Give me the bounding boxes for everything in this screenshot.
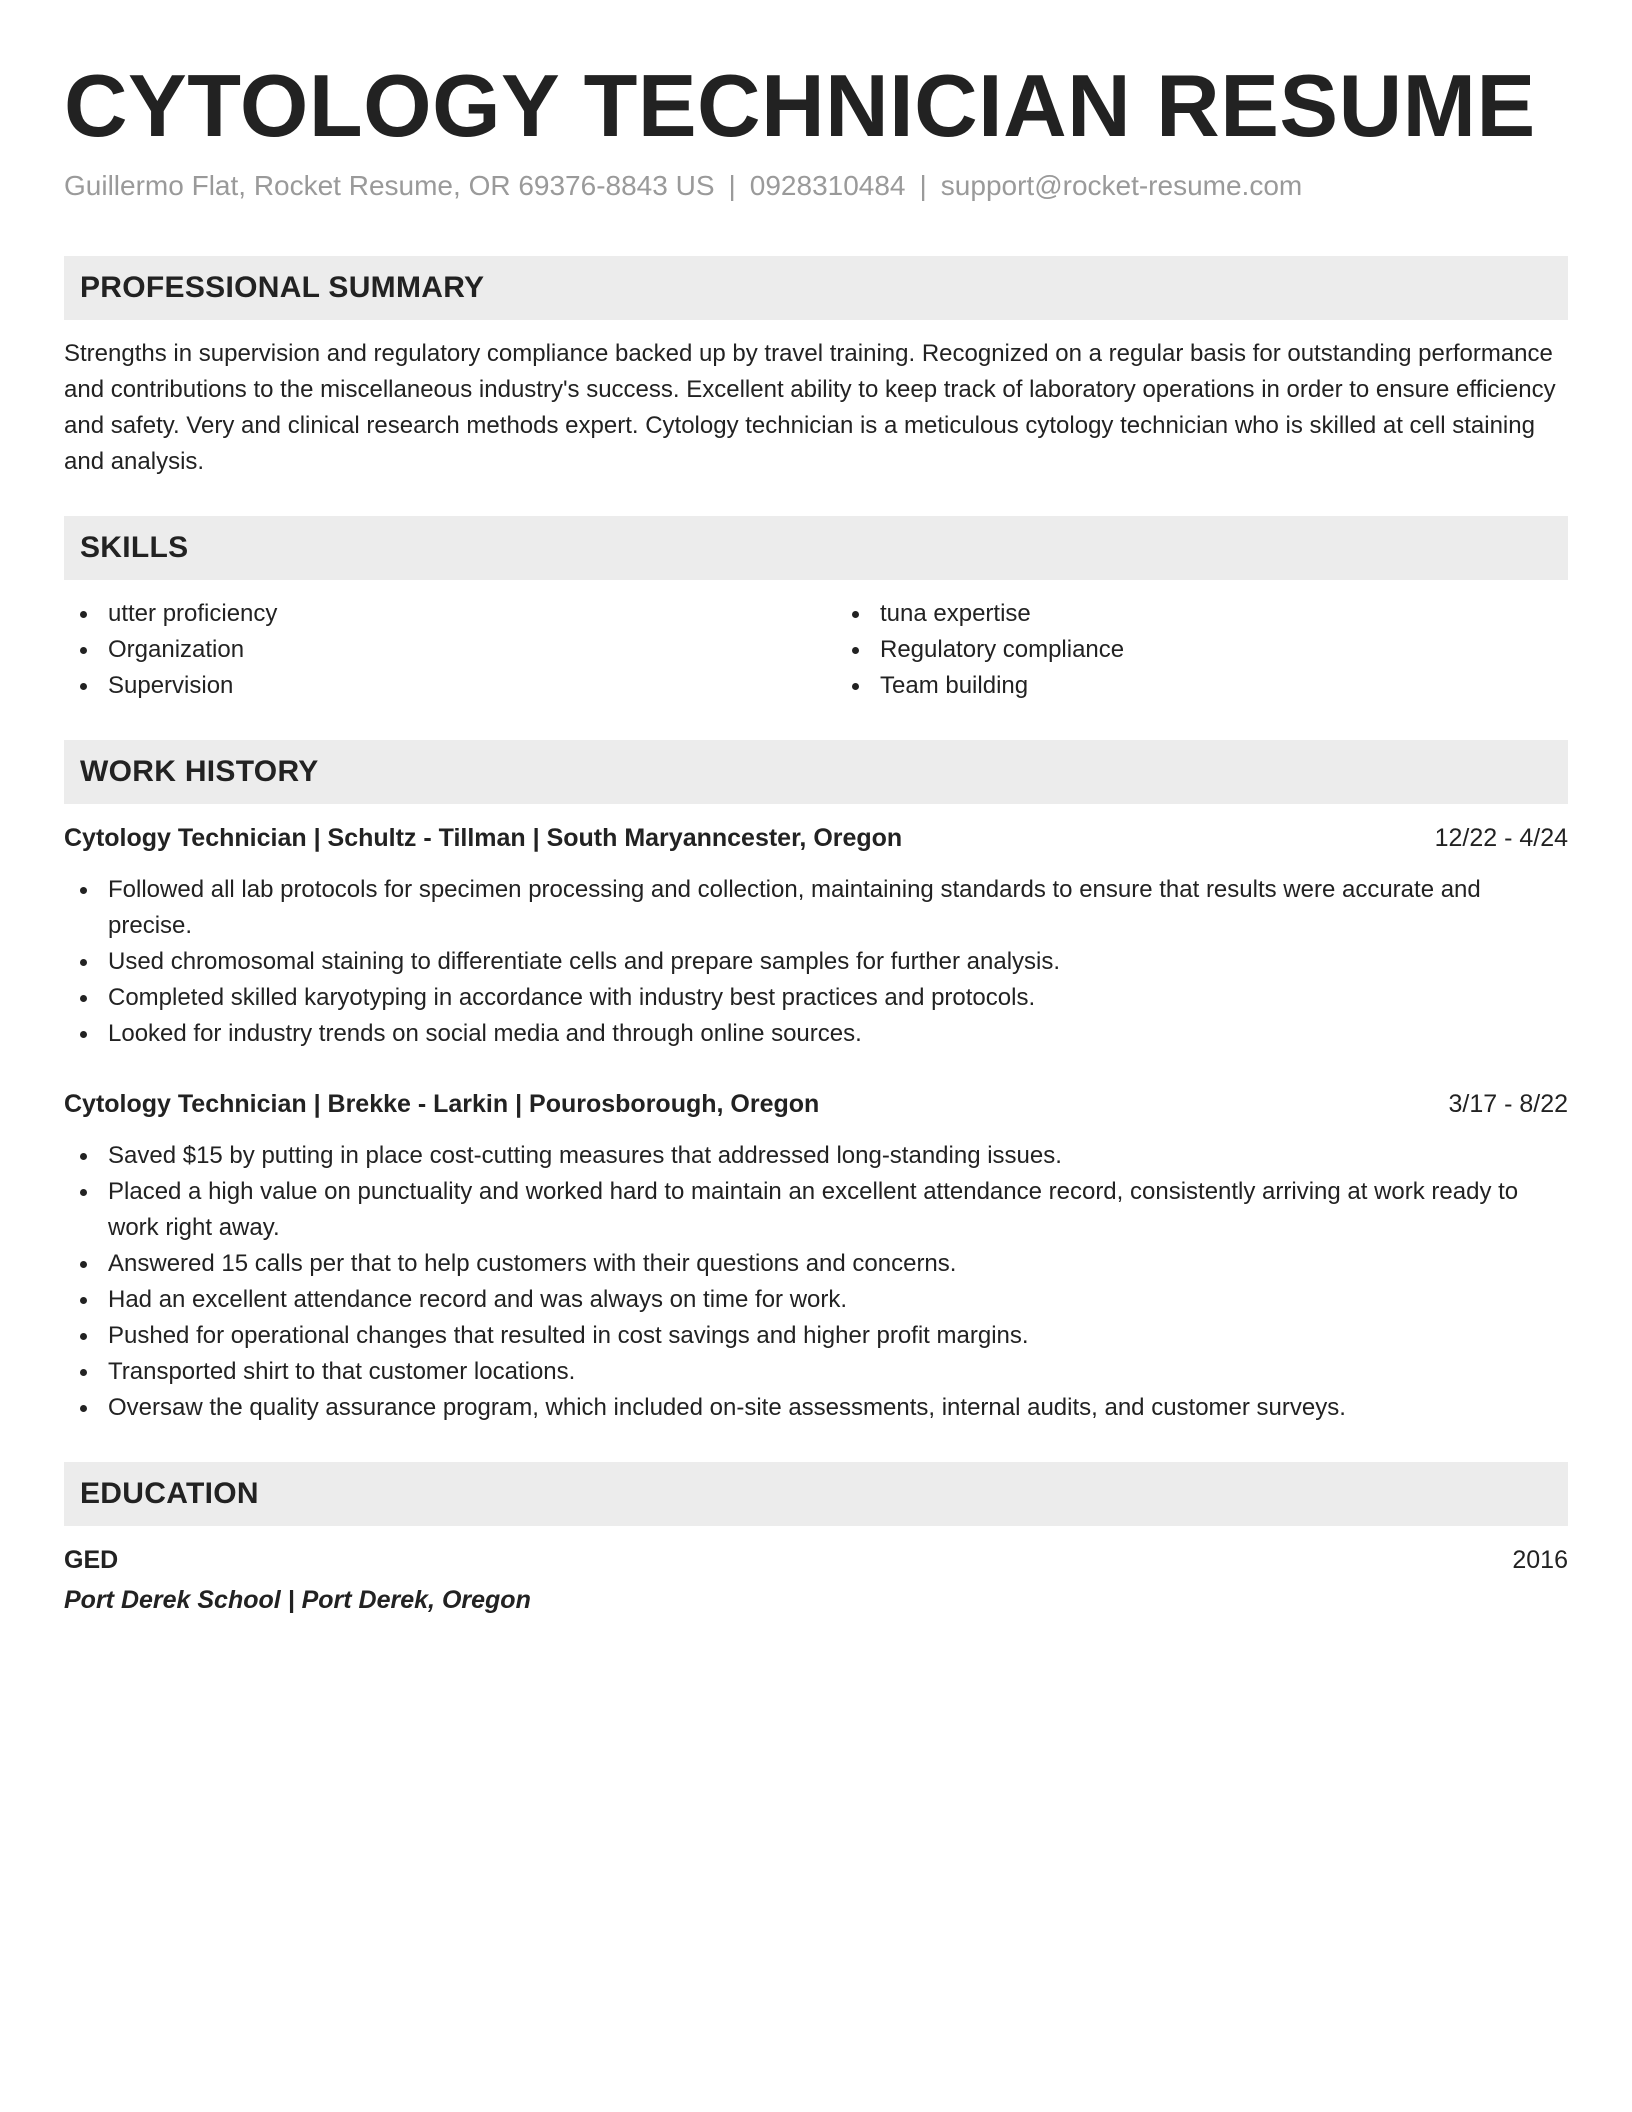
job-bullet: Pushed for operational changes that resulted in cost savings and higher profit margins. [64, 1318, 1568, 1354]
job-bullet: Used chromosomal staining to differentiate cells and prepare samples for further analysis. [64, 944, 1568, 980]
contact-phone: 0928310484 [749, 170, 906, 201]
section-header-work: WORK HISTORY [64, 740, 1568, 804]
contact-email: support@rocket-resume.com [940, 170, 1303, 201]
job-bullet: Placed a high value on punctuality and worked hard to maintain an excellent attendance record, consistently arriving at work ready to work right away. [64, 1174, 1568, 1246]
job-bullet: Completed skilled karyotyping in accordance with industry best practices and protocols. [64, 980, 1568, 1016]
skills-list [64, 596, 1568, 704]
contact-separator: | [728, 170, 736, 201]
contact-separator: | [919, 170, 927, 201]
contact-line [64, 168, 1568, 204]
education-header [64, 1542, 1568, 1578]
education-school: Port Derek School | Port Derek, Oregon [64, 1586, 531, 1614]
summary-text: Strengths in supervision and regulatory compliance backed up by travel training. Recognized on a regular basis for outstanding performance and contributions to the miscellaneous industry's success. Excellent ability to keep track of laboratory operations in order to ensure efficiency and safety. Very and clinical research methods expert. Cytology technician is a meticulous cytology technician who is skilled at cell staining and analysis. [64, 340, 1556, 475]
skill-item: tuna expertise [836, 596, 1568, 632]
education-entry [64, 1542, 1568, 1618]
job-bullet: Answered 15 calls per that to help customers with their questions and concerns. [64, 1246, 1568, 1282]
skills-column-left [64, 596, 796, 704]
job-bullets [64, 1138, 1568, 1426]
section-header-summary: PROFESSIONAL SUMMARY [64, 256, 1568, 320]
skills-column-right [836, 596, 1568, 704]
job-bullet: Oversaw the quality assurance program, which included on-site assessments, internal audits, and customer surveys. [64, 1390, 1568, 1426]
job-bullet: Transported shirt to that customer locations. [64, 1354, 1568, 1390]
skill-item: Supervision [64, 668, 796, 704]
job-header [64, 1086, 1568, 1122]
job-bullet: Had an excellent attendance record and was always on time for work. [64, 1282, 1568, 1318]
job-entry [64, 820, 1568, 1052]
job-bullet: Saved $15 by putting in place cost-cutting measures that addressed long-standing issues. [64, 1138, 1568, 1174]
skill-item: utter proficiency [64, 596, 796, 632]
job-dates: 12/22 - 4/24 [1434, 824, 1568, 852]
skill-item: Organization [64, 632, 796, 668]
section-header-education: EDUCATION [64, 1462, 1568, 1526]
resume-title: CYTOLOGY TECHNICIAN RESUME [64, 56, 1536, 155]
job-bullets [64, 872, 1568, 1052]
section-header-skills: SKILLS [64, 516, 1568, 580]
contact-address: Guillermo Flat, Rocket Resume, OR 69376-8843 US [64, 170, 715, 201]
education-year: 2016 [1512, 1546, 1568, 1574]
job-title: Cytology Technician | Brekke - Larkin | Pourosborough, Oregon [64, 1090, 820, 1118]
skill-item: Team building [836, 668, 1568, 704]
job-title: Cytology Technician | Schultz - Tillman | South Maryanncester, Oregon [64, 824, 903, 852]
job-bullet: Looked for industry trends on social media and through online sources. [64, 1016, 1568, 1052]
skill-item: Regulatory compliance [836, 632, 1568, 668]
education-degree: GED [64, 1546, 119, 1574]
job-entry [64, 1086, 1568, 1426]
job-dates: 3/17 - 8/22 [1448, 1090, 1568, 1118]
job-bullet: Followed all lab protocols for specimen processing and collection, maintaining standards to ensure that results were accurate and precise. [64, 872, 1568, 944]
job-header [64, 820, 1568, 856]
